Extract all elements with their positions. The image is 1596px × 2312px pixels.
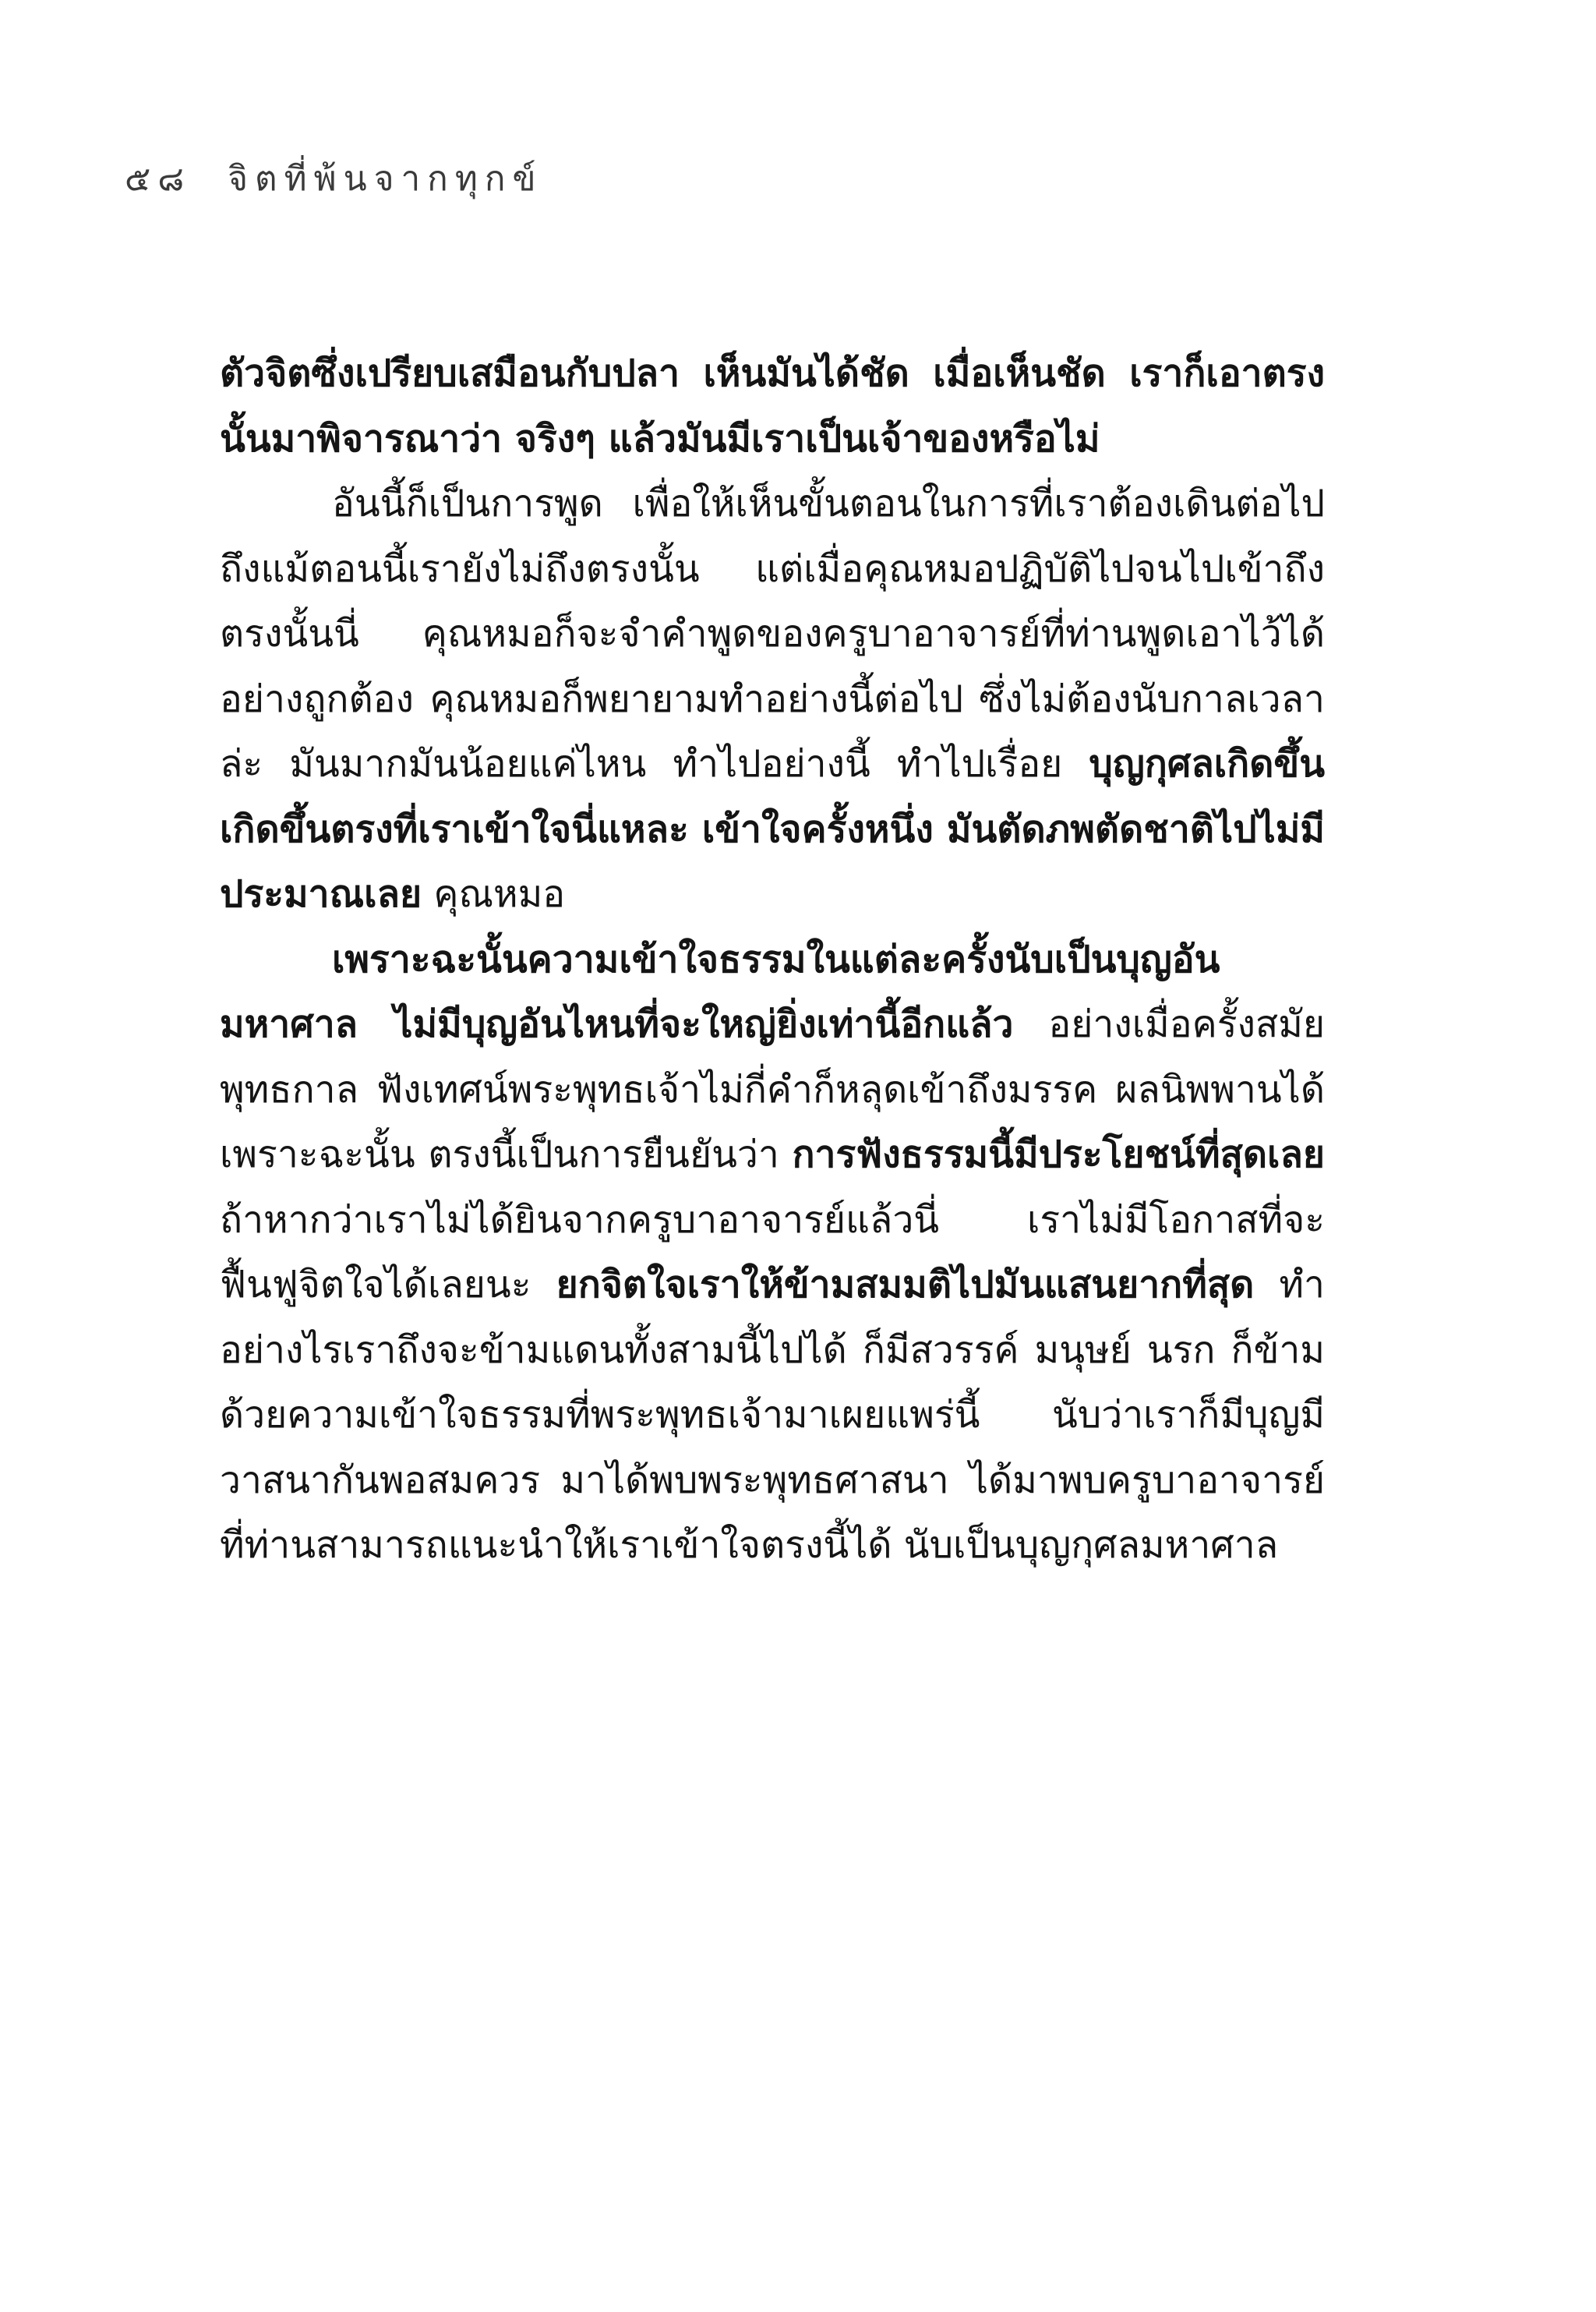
paragraph-1-bold-text: ตัวจิตซึ่งเปรียบเสมือนกับปลา เห็นมันได้ชัด เมื่อเห็นชัด เราก็เอาตรงนั้นมาพิจารณาว่า จริงๆ แล้วมันมีเราเป็นเจ้าของหรือไม่ [220,352,1325,461]
paragraph-2-bold-text: บุญกุศลเกิดขึ้น เกิดขึ้นตรงที่เราเข้าใจนี่แหละ เข้าใจครั้งหนึ่ง มันตัดภพตัดชาติไปไม่มีประมาณเลย [220,742,1325,916]
paragraph-1 [220,341,1325,472]
running-header [125,156,543,203]
paragraph-3-bold-text-2: การฟังธรรมนี้มีประโยชน์ที่สุดเลย [792,1133,1325,1176]
paragraph-3-bold-text-3: ยกจิตใจเราให้ข้ามสมมติไปมันแสนยากที่สุด [556,1263,1255,1306]
paragraph-2 [220,472,1325,928]
page-number: ๕๘ [125,159,192,199]
paragraph-3 [220,928,1325,1578]
paragraph-3-text: อย่างเมื่อครั้งสมัยพุทธกาล ฟังเทศน์พระพุทธเจ้าไม่กี่คำก็หลุดเข้าถึงมรรค ผลนิพพานได้ เพราะฉะนั้น ตรงนี้เป็นการยืนยันว่า [220,1002,1325,1176]
paragraph-2-text-end: คุณหมอ [422,872,566,916]
paragraph-3-text-2: ถ้าหากว่าเราไม่ได้ยินจากครูบาอาจารย์แล้วนี่ เราไม่มีโอกาสที่จะฟื้นฟูจิตใจได้เลยนะ [220,1197,1325,1306]
paragraph-3-bold-text: เพราะฉะนั้นความเข้าใจธรรมในแต่ละครั้งนับเป็นบุญอันมหาศาล ไม่มีบุญอันไหนที่จะใหญ่ยิ่งเท่านี้อีกแล้ว [220,937,1220,1046]
paragraph-2-text: อันนี้ก็เป็นการพูด เพื่อให้เห็นขั้นตอนในการที่เราต้องเดินต่อไป ถึงแม้ตอนนี้เรายังไม่ถึงตรงนั้น แต่เมื่อคุณหมอปฏิบัติไปจนไปเข้าถึงตรงนั้นนี่ คุณหมอก็จะจำคำพูดของครูบาอาจารย์ที่ท่านพูดเอาไว้ได้อย่างถูกต้อง คุณหมอก็พยายามทำอย่างนี้ต่อไป ซึ่งไม่ต้องนับกาลเวลาล่ะ มันมากมันน้อยแค่ไหน ทำไปอย่างนี้ ทำไปเรื่อย [220,482,1325,786]
body-text [220,341,1325,1578]
book-title: จิตที่พ้นจากทุกข์ [228,159,543,199]
paragraph-3-text-3: ทำอย่างไรเราถึงจะข้ามแดนทั้งสามนี้ไปได้ ก็มีสวรรค์ มนุษย์ นรก ก็ข้ามด้วยความเข้าใจธรรมที่พระพุทธเจ้ามาเผยแพร่นี้ นับว่าเราก็มีบุญมีวาสนากันพอสมควร มาได้พบพระพุทธศาสนา ได้มาพบครูบาอาจารย์ที่ท่านสามารถแนะนำให้เราเข้าใจตรงนี้ได้ นับเป็นบุญกุศลมหาศาล [220,1263,1325,1567]
